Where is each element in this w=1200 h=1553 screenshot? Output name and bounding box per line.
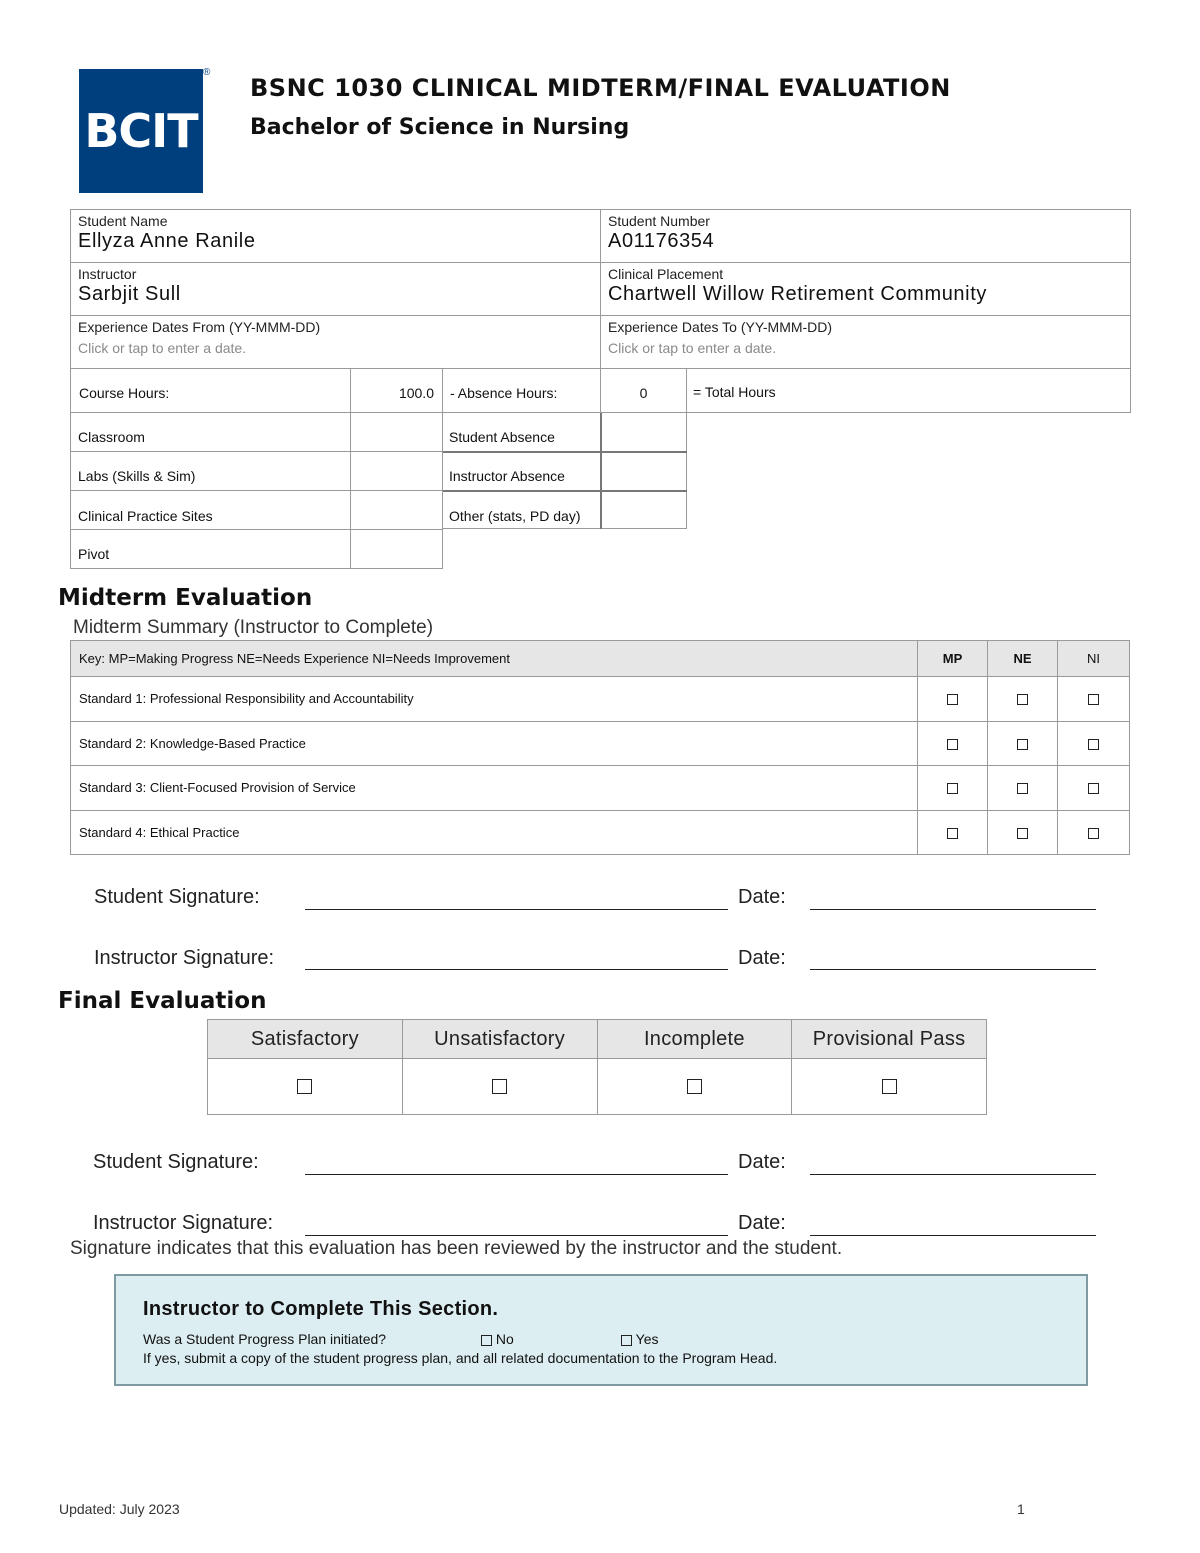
placement-cell[interactable] [601, 263, 1131, 316]
option-provisional-pass: Provisional Pass [792, 1020, 987, 1059]
midterm-student-signature-label: Student Signature: [94, 886, 260, 908]
progress-plan-yes-option[interactable] [621, 1331, 658, 1347]
student-name-field[interactable]: Ellyza Anne Ranile [78, 230, 256, 252]
midterm-instructor-signature-field[interactable] [305, 969, 728, 970]
standard-4: Standard 4: Ethical Practice [71, 810, 918, 855]
satisfactory-checkbox[interactable] [297, 1079, 312, 1094]
option-incomplete: Incomplete [597, 1020, 792, 1059]
final-student-date-field[interactable] [810, 1174, 1096, 1175]
table-row [71, 810, 1130, 855]
dates-from-label: Experience Dates From (YY-MMM-DD) [78, 319, 321, 335]
column-mp: MP [918, 641, 988, 677]
registered-mark: ® [203, 67, 211, 78]
final-instructor-signature-label: Instructor Signature: [93, 1212, 274, 1234]
instructor-label: Instructor [78, 266, 137, 282]
other-absence-label: Other (stats, PD day) [449, 508, 581, 524]
student-info-table [70, 209, 1131, 369]
total-hours-label: = Total Hours [693, 384, 776, 400]
standard-4-ni-checkbox[interactable] [1088, 828, 1099, 839]
student-absence-label: Student Absence [449, 429, 555, 445]
dates-from-cell[interactable] [71, 316, 601, 369]
final-instructor-date-field[interactable] [810, 1235, 1096, 1236]
placement-field[interactable]: Chartwell Willow Retirement Community [608, 283, 987, 305]
document-subtitle: Bachelor of Science in Nursing [250, 115, 630, 140]
yes-label: Yes [635, 1331, 659, 1347]
key-legend: Key: MP=Making Progress NE=Needs Experience NI=Needs Improvement [71, 641, 918, 677]
page-number: 1 [1017, 1501, 1025, 1517]
student-absence-field[interactable] [602, 414, 686, 451]
midterm-student-date-field[interactable] [810, 909, 1096, 910]
final-instructor-date-label: Date: [738, 1212, 786, 1234]
standard-1-ni-checkbox[interactable] [1088, 694, 1099, 705]
dates-from-picker[interactable]: Click or tap to enter a date. [78, 340, 247, 356]
option-unsatisfactory: Unsatisfactory [402, 1020, 597, 1059]
bcit-logo [79, 69, 203, 193]
dates-to-cell[interactable] [601, 316, 1131, 369]
updated-date: Updated: July 2023 [59, 1501, 180, 1517]
document-title: BSNC 1030 CLINICAL MIDTERM/FINAL EVALUATION [250, 74, 951, 102]
clinical-sites-label: Clinical Practice Sites [78, 508, 213, 524]
standard-2-mp-checkbox[interactable] [947, 739, 958, 750]
course-hours-value[interactable]: 100.0 [350, 368, 443, 413]
absence-hours-label: - Absence Hours: [450, 385, 558, 401]
progress-plan-question: Was a Student Progress Plan initiated? [143, 1331, 387, 1347]
classroom-hours-field[interactable] [351, 414, 442, 451]
student-name-label: Student Name [78, 213, 168, 229]
instructor-field[interactable]: Sarbjit Sull [78, 283, 181, 305]
dates-to-label: Experience Dates To (YY-MMM-DD) [608, 319, 833, 335]
standard-4-ne-checkbox[interactable] [1017, 828, 1028, 839]
other-absence-field[interactable] [602, 492, 686, 529]
no-label: No [495, 1331, 514, 1347]
logo-text: BCIT [84, 104, 198, 158]
clinical-sites-hours-field[interactable] [351, 491, 442, 529]
standard-3-mp-checkbox[interactable] [947, 783, 958, 794]
final-instructor-signature-field[interactable] [305, 1235, 728, 1236]
student-number-field[interactable]: A01176354 [608, 230, 715, 252]
student-name-cell[interactable] [71, 210, 601, 263]
dates-to-picker[interactable]: Click or tap to enter a date. [608, 340, 777, 356]
instructor-section-title: Instructor to Complete This Section. [143, 1298, 499, 1320]
provisional-pass-checkbox[interactable] [882, 1079, 897, 1094]
instructor-absence-label: Instructor Absence [449, 468, 565, 484]
pivot-hours-field[interactable] [351, 530, 442, 568]
incomplete-checkbox[interactable] [687, 1079, 702, 1094]
column-ne: NE [988, 641, 1058, 677]
final-student-signature-label: Student Signature: [93, 1151, 259, 1173]
course-hours-label: Course Hours: [79, 385, 170, 401]
student-number-cell[interactable] [601, 210, 1131, 263]
standard-4-mp-checkbox[interactable] [947, 828, 958, 839]
labs-hours-field[interactable] [351, 452, 442, 490]
table-row [71, 766, 1130, 811]
final-evaluation-table [207, 1019, 987, 1115]
placement-label: Clinical Placement [608, 266, 724, 282]
pivot-label: Pivot [78, 546, 110, 562]
instructor-section-box [114, 1274, 1088, 1386]
midterm-student-signature-field[interactable] [305, 909, 728, 910]
midterm-summary: Midterm Summary (Instructor to Complete) [73, 617, 434, 638]
standard-1: Standard 1: Professional Responsibility and Accountability [71, 677, 918, 722]
final-student-signature-field[interactable] [305, 1174, 728, 1175]
midterm-student-date-label: Date: [738, 886, 786, 908]
standard-3-ni-checkbox[interactable] [1088, 783, 1099, 794]
midterm-title: Midterm Evaluation [58, 585, 313, 611]
absence-hours-value[interactable]: 0 [600, 368, 687, 413]
option-satisfactory: Satisfactory [208, 1020, 403, 1059]
instructor-cell[interactable] [71, 263, 601, 316]
midterm-instructor-date-field[interactable] [810, 969, 1096, 970]
student-number-label: Student Number [608, 213, 710, 229]
signature-note: Signature indicates that this evaluation has been reviewed by the instructor and the student. [70, 1238, 843, 1259]
classroom-label: Classroom [78, 429, 145, 445]
standard-2-ni-checkbox[interactable] [1088, 739, 1099, 750]
final-title: Final Evaluation [58, 988, 267, 1014]
yes-checkbox[interactable] [621, 1335, 632, 1346]
table-row [71, 721, 1130, 766]
standard-1-ne-checkbox[interactable] [1017, 694, 1028, 705]
no-checkbox[interactable] [481, 1335, 492, 1346]
instructor-absence-field[interactable] [602, 453, 686, 490]
standard-1-mp-checkbox[interactable] [947, 694, 958, 705]
unsatisfactory-checkbox[interactable] [492, 1079, 507, 1094]
midterm-instructor-signature-label: Instructor Signature: [94, 947, 275, 969]
progress-plan-note: If yes, submit a copy of the student progress plan, and all related documentation to the Program Head. [143, 1350, 778, 1366]
column-ni: NI [1058, 641, 1130, 677]
table-row [71, 677, 1130, 722]
midterm-standards-table [70, 640, 1130, 855]
midterm-instructor-date-label: Date: [738, 947, 786, 969]
progress-plan-no-option[interactable] [481, 1331, 514, 1347]
standard-2-ne-checkbox[interactable] [1017, 739, 1028, 750]
standard-2: Standard 2: Knowledge-Based Practice [71, 721, 918, 766]
standard-3: Standard 3: Client-Focused Provision of Service [71, 766, 918, 811]
labs-label: Labs (Skills & Sim) [78, 468, 196, 484]
standard-3-ne-checkbox[interactable] [1017, 783, 1028, 794]
final-student-date-label: Date: [738, 1151, 786, 1173]
